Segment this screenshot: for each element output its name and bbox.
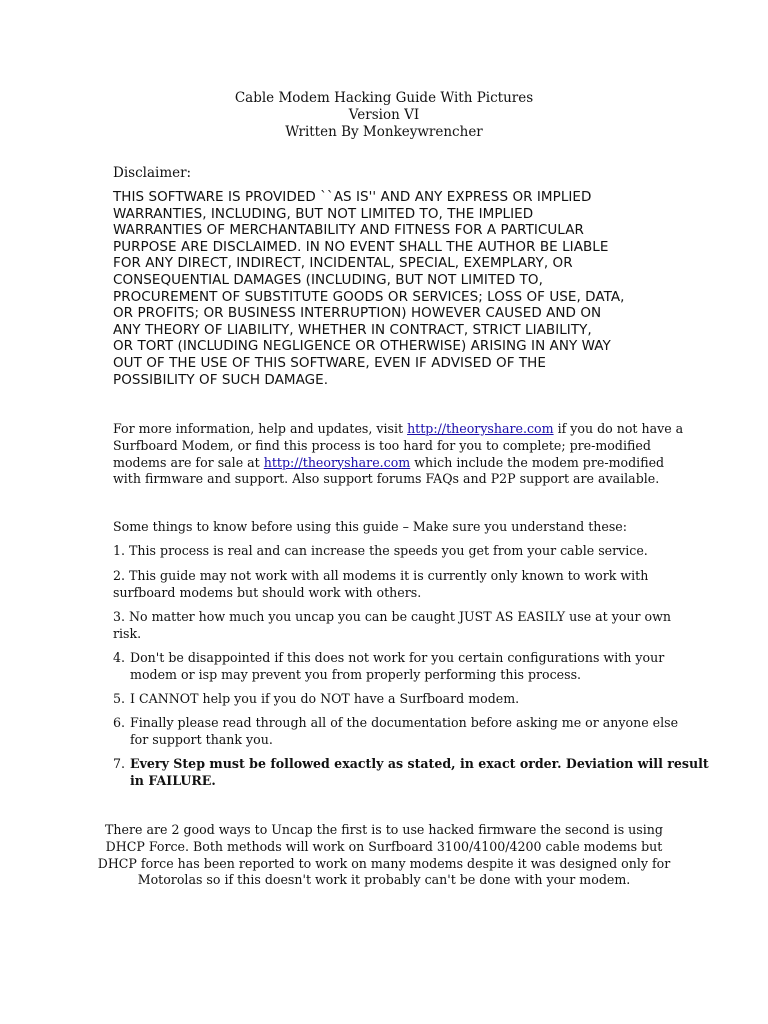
- disclaimer-line: CONSEQUENTIAL DAMAGES (INCLUDING, BUT NOT LIMITED TO,: [113, 271, 543, 288]
- disclaimer-line: PURPOSE ARE DISCLAIMED. IN NO EVENT SHALL THE AUTHOR BE LIABLE: [113, 238, 609, 255]
- tip-item-5: [113, 691, 519, 708]
- tip-text: risk.: [113, 625, 142, 641]
- closing-line: There are 2 good ways to Uncap the first is to use hacked firmware the second is using: [105, 822, 663, 837]
- disclaimer-line: OR PROFITS; OR BUSINESS INTERRUPTION) HOWEVER CAUSED AND ON: [113, 305, 602, 322]
- tip-item-4: [113, 650, 664, 683]
- info-text: which include the modem pre-modified: [410, 454, 665, 470]
- info-text: if you do not have a: [553, 421, 684, 436]
- disclaimer-line: WARRANTIES OF MERCHANTABILITY AND FITNESS FOR A PARTICULAR: [113, 222, 584, 239]
- tip-number: 5.: [113, 691, 126, 706]
- document-version: Version VI: [348, 107, 420, 123]
- tip-text: for support thank you.: [130, 731, 273, 747]
- info-text: Surfboard Modem, or find this process is too hard for you to complete; pre-modified: [113, 437, 651, 453]
- disclaimer-line: PROCUREMENT OF SUBSTITUTE GOODS OR SERVICES; LOSS OF USE, DATA,: [113, 288, 625, 305]
- info-text: with firmware and support. Also support forums FAQs and P2P support are available.: [113, 471, 660, 487]
- tip-text: modem or isp may prevent you from properly performing this process.: [130, 666, 582, 682]
- tip-text-bold: Every Step must be followed exactly as stated, in exact order. Deviation will result: [130, 756, 709, 771]
- tips-intro: Some things to know before using this guide – Make sure you understand these:: [113, 519, 627, 534]
- tip-number: 4.: [113, 650, 126, 665]
- disclaimer-line: OR TORT (INCLUDING NEGLIGENCE OR OTHERWISE) ARISING IN ANY WAY: [113, 338, 611, 355]
- tip-text: 2. This guide may not work with all modems it is currently only known to work with: [113, 568, 649, 583]
- disclaimer-label: Disclaimer:: [113, 165, 192, 181]
- tip-text: 3. No matter how much you uncap you can be caught JUST AS EASILY use at your own: [113, 609, 672, 624]
- info-paragraph: [113, 421, 684, 488]
- disclaimer-text: [113, 189, 658, 388]
- disclaimer-line: WARRANTIES, INCLUDING, BUT NOT LIMITED TO, THE IMPLIED: [113, 205, 534, 222]
- disclaimer-line: OUT OF THE USE OF THIS SOFTWARE, EVEN IF ADVISED OF THE: [113, 354, 546, 371]
- tip-item-2: [113, 568, 648, 601]
- tip-text: Don't be disappointed if this does not work for you certain configurations with your: [130, 650, 665, 665]
- tip-item-1: [113, 543, 648, 560]
- tip-text: 1. This process is real and can increase the speeds you get from your cable service.: [113, 543, 648, 558]
- disclaimer-line: POSSIBILITY OF SUCH DAMAGE.: [113, 371, 329, 388]
- tip-text: I CANNOT help you if you do NOT have a Surfboard modem.: [130, 691, 520, 706]
- disclaimer-line: FOR ANY DIRECT, INDIRECT, INCIDENTAL, SPECIAL, EXEMPLARY, OR: [113, 255, 573, 272]
- tip-text-bold: in FAILURE.: [130, 772, 216, 788]
- tip-text: surfboard modems but should work with others.: [113, 584, 422, 600]
- disclaimer-line: ANY THEORY OF LIABILITY, WHETHER IN CONTRACT, STRICT LIABILITY,: [113, 321, 592, 338]
- document-header: [0, 90, 768, 141]
- disclaimer-line: THIS SOFTWARE IS PROVIDED ``AS IS'' AND ANY EXPRESS OR IMPLIED: [113, 189, 592, 205]
- tip-item-7: [113, 756, 709, 789]
- theoryshare-link[interactable]: http://theoryshare.com: [263, 454, 411, 470]
- tip-number: 6.: [113, 715, 126, 730]
- closing-line: DHCP force has been reported to work on many modems despite it was designed only for: [97, 855, 671, 871]
- info-text: For more information, help and updates, visit: [113, 421, 408, 436]
- tip-item-6: [113, 715, 678, 748]
- tip-text: Finally please read through all of the documentation before asking me or anyone else: [130, 715, 679, 730]
- closing-line: DHCP Force. Both methods will work on Surfboard 3100/4100/4200 cable modems but: [105, 838, 663, 854]
- document-title: Cable Modem Hacking Guide With Pictures: [234, 90, 534, 106]
- closing-line: Motorolas so if this doesn't work it probably can't be done with your modem.: [137, 872, 631, 888]
- tip-item-3: [113, 609, 671, 642]
- tip-number: 7.: [113, 756, 126, 771]
- theoryshare-link[interactable]: http://theoryshare.com: [407, 421, 554, 436]
- document-author: Written By Monkeywrencher: [285, 124, 483, 140]
- info-text: modems are for sale at: [113, 454, 264, 470]
- closing-paragraph: [0, 822, 768, 889]
